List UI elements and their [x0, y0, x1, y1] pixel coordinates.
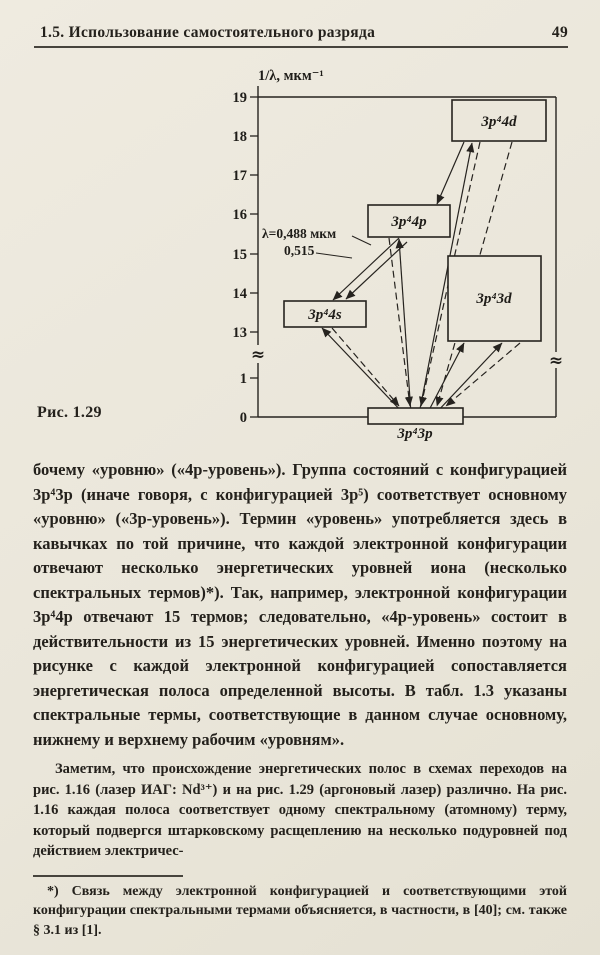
axis-tick-label: 18 [232, 129, 247, 145]
header-rule [34, 46, 568, 48]
decay-arrow [332, 328, 399, 406]
axis-tick-label: 19 [232, 90, 247, 106]
decay-arrow [389, 238, 410, 406]
decay-arrow [446, 343, 520, 406]
axis-break-icon: ≈ [548, 351, 564, 371]
figure-caption: Рис. 1.29 [37, 404, 102, 421]
axis-tick-label: 13 [232, 325, 247, 341]
footnote: *) Связь между электронной конфигурацией и соответствующими этой конфигурации спектральными термами объясняется, в частности, в [40]; см. также § 3.1 из [1]. [33, 883, 567, 938]
pump-arrow [322, 328, 404, 414]
level-label-3p4-4p: 3p⁴4p [391, 214, 427, 230]
axis-tick-label: 15 [232, 247, 247, 263]
pump-arrow [399, 239, 411, 414]
laser-transition-arrow [346, 242, 407, 299]
wavelength-annotation-488: λ=0,488 мкм [262, 226, 337, 241]
laser-transition-arrow [333, 238, 399, 300]
axis-tick-label: 0 [239, 410, 247, 426]
page-header [40, 24, 568, 42]
page-number: 49 [551, 24, 568, 41]
section-heading: 1.5. Использование самостоятельного разряда [40, 24, 376, 41]
paragraph-small-print: Заметим, что происхождение энергетических полос в схемах переходов на рис. 1.16 (лазер ИАГ: Nd³⁺) и на рис. 1.29 (аргоновый лазер) различно. На рис. 1.16 каждая полоса соответствует одному спектральному (атомному) терму, который подвергся штарковскому расщеплению на несколько подуровней под действием электричес- [33, 761, 567, 859]
level-label-3p4-3d: 3p⁴3d [476, 291, 512, 307]
paragraph-main: бочему «уровню» («4p-уровень»). Группа состояний с конфигурацией 3p⁴3p (иначе говоря, с конфигурацией 3p⁵) соответствует основному «уровню» («3p-уровень»). Термин «уровень» употребляется здесь в кавычках по той причине, что каждой электронной конфигурации отвечают несколько энергетических уровней иона (несколько спектральных термов)*). Так, например, электронной конфигурации 3p⁴4p отвечают 15 термов; следовательно, «4p-уровень» состоит в действительности из 15 энергетических уровней. Именно поэтому на рисунке с каждой электронной конфигурацией сопоставляется энергетическая полоса определенной высоты. В табл. 1.3 указаны спектральные термы, соответствующие в данном случае основному, нижнему и верхнему рабочим «уровням». [33, 460, 567, 749]
axis-break-icon: ≈ [250, 345, 266, 365]
level-box-3p4-3p [368, 408, 463, 424]
footnote-rule [33, 875, 183, 877]
cascade-arrow [437, 142, 464, 204]
level-label-3p4-4d: 3p⁴4d [481, 114, 517, 130]
body-text-column [33, 458, 567, 940]
axis-tick-label: 16 [232, 207, 247, 223]
axis-tick-label: 17 [232, 168, 247, 184]
wavelength-annotation-515: 0,515 [284, 243, 315, 258]
level-label-3p4-3p: 3p⁴3p [397, 426, 433, 442]
annotation-leader [316, 253, 352, 258]
level-label-3p4-4s: 3p⁴4s [308, 307, 342, 323]
axis-tick-label: 1 [239, 371, 247, 387]
axis-tick-label: 14 [232, 286, 247, 302]
energy-level-diagram [0, 56, 600, 456]
y-axis-label: 1/λ, мкм⁻¹ [258, 68, 324, 84]
